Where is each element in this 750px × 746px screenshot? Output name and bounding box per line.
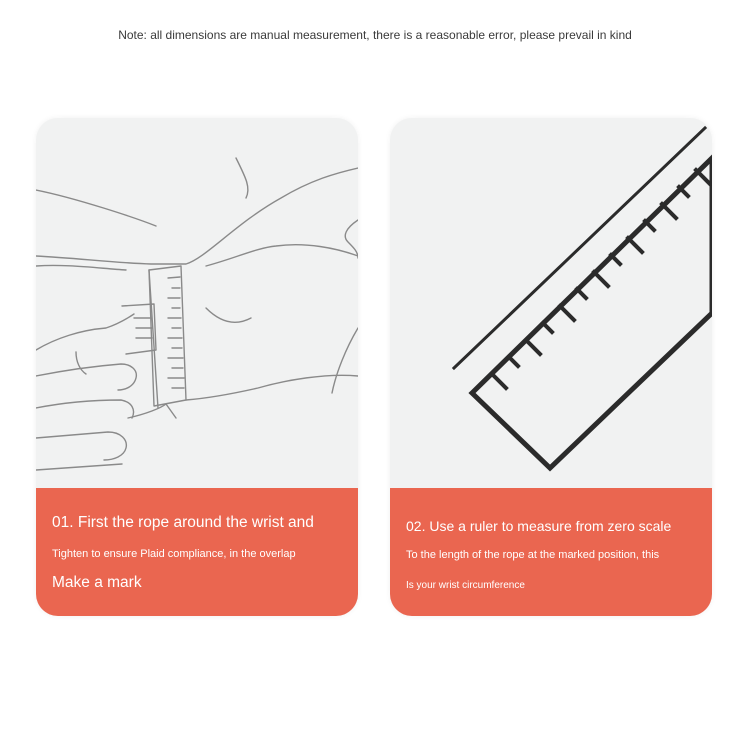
- step-card-1: [36, 118, 358, 616]
- step-2-line-3: Is your wrist circumference: [406, 580, 525, 591]
- step-2-title: 02. Use a ruler to measure from zero scale: [406, 518, 672, 534]
- step-card-2: [390, 118, 712, 616]
- step-panel-1: [36, 488, 358, 616]
- hand-measuring-wrist-icon: [36, 118, 358, 490]
- step-2-line-2: To the length of the rope at the marked position, this: [406, 549, 660, 561]
- step-1-title: 01. First the rope around the wrist and: [52, 514, 314, 531]
- step-panel-2: [390, 488, 712, 616]
- step-1-line-2: Tighten to ensure Plaid compliance, in the overlap: [52, 548, 296, 560]
- measurement-note: Note: all dimensions are manual measurement, there is a reasonable error, please prevail in kind: [118, 28, 632, 42]
- ruler-icon: [390, 118, 712, 490]
- step-1-line-3: Make a mark: [52, 574, 142, 591]
